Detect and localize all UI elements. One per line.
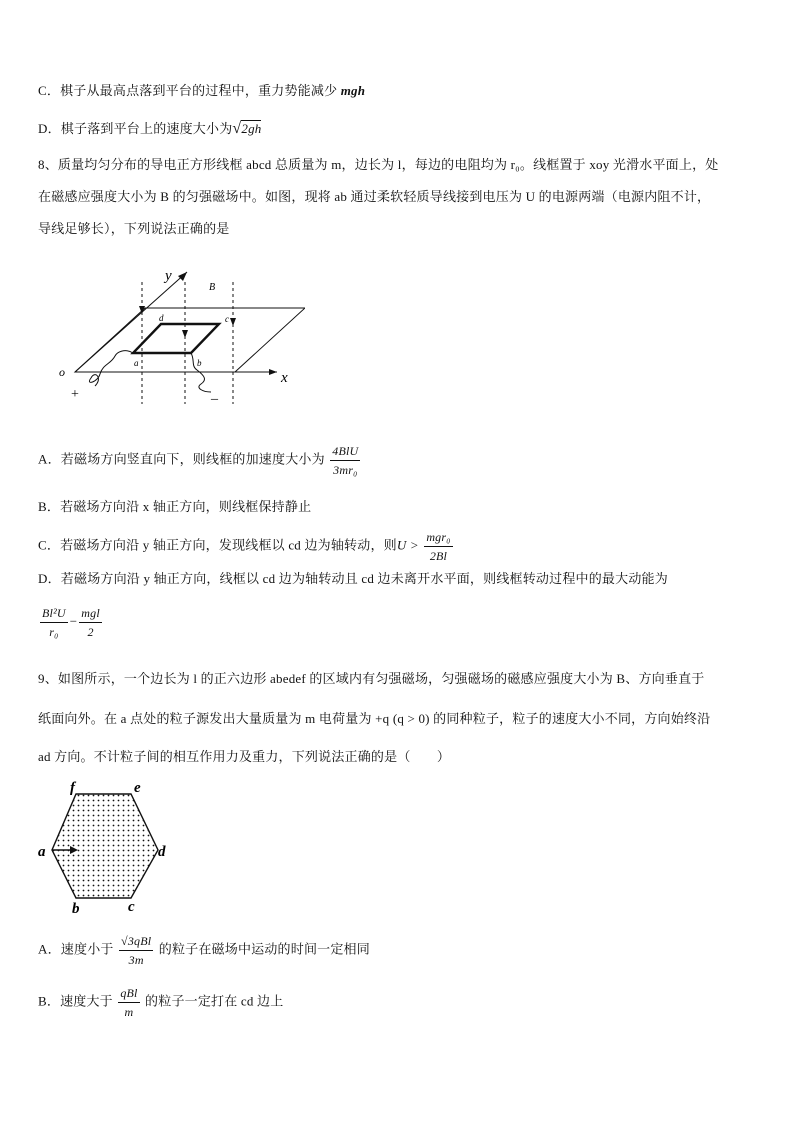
q8-option-c-fraction: $\frac{\text{mgr₀}}{2Bl}$	[426, 530, 451, 563]
q8-label-minus: _	[211, 387, 218, 402]
q8-option-d-fraction2: $\frac{\text{mgl}}{2}$	[81, 606, 100, 639]
q8-label-plus: +	[71, 387, 79, 402]
q8-label-B: B	[209, 282, 216, 293]
q8-stem-line2: 在磁感应强度大小为 B 的匀强磁场中。如图，现将 ab 通过柔软轻质导线接到电压为 U 的电源两端（电源内阻不计，	[38, 189, 711, 204]
q9-label-a: a	[38, 844, 46, 860]
q8-option-a-text: A．若磁场方向竖直向下，则线框的加速度大小为	[38, 451, 325, 467]
q8-label-o: o	[59, 365, 65, 379]
q8-option-b: B．若磁场方向沿 x 轴正方向，则线框保持静止	[38, 499, 312, 514]
q9-label-e: e	[134, 780, 141, 796]
q8-y-arrow	[178, 272, 187, 281]
q8-x-arrow	[269, 369, 277, 375]
q9-label-d: d	[158, 844, 166, 860]
q7-option-c-text: C．棋子从最高点落到平台的过程中，重力势能减少	[38, 83, 341, 98]
q8-option-d-formula	[38, 604, 764, 641]
q9-label-f: f	[70, 780, 75, 796]
q9-option-a-prefix: A．速度小于	[38, 941, 114, 957]
q8-label-y: y	[165, 268, 172, 284]
q7-option-c-var: mgh	[340, 83, 366, 98]
q8-option-c	[38, 528, 764, 565]
q8-label-a: a	[134, 358, 139, 368]
q9-option-b-fraction: $\frac{\text{qBl}}{m}$	[120, 986, 138, 1019]
q8-wire-positive	[89, 351, 133, 386]
q8-label-b: b	[197, 358, 202, 368]
q9-figure	[36, 778, 176, 918]
q9-hexagon	[52, 794, 158, 898]
q8-option-a-fraction: $\frac{\text{4BlU}}{\text{3mr₀}}$	[332, 444, 359, 477]
q9-label-c: c	[128, 899, 135, 915]
q8-stem-line1: 8、质量均匀分布的导电正方形线框 abcd 总质量为 m，边长为 l，每边的电阻均为 r₀。线框置于 xoy 光滑水平面上，处	[38, 157, 719, 172]
q8-option-c-text: C．若磁场方向沿 y 轴正方向，发现线框以 cd 边为轴转动，则	[38, 537, 397, 553]
q8-label-x: x	[281, 370, 288, 386]
q8-option-d-fraction1: $\frac{\text{Bl²U}}{\text{r₀}}$	[42, 606, 66, 639]
q9-option-a-suffix: 的粒子在磁场中运动的时间一定相同	[158, 941, 370, 957]
q8-option-d-minus: −	[69, 613, 78, 629]
q9-option-a-fraction: $\frac{\text{√3qBl}}{3m}$	[121, 934, 152, 967]
q8-option-d: D．若磁场方向沿 y 轴正方向，线框以 cd 边为轴转动且 cd 边未离开水平面，则线框转动过程中的最大动能为	[38, 571, 668, 586]
q9-option-b-prefix: B．速度大于	[38, 993, 113, 1009]
q9-option-b	[38, 984, 764, 1021]
sqrt-sign: √	[232, 120, 242, 137]
q7-option-d-expr: 2gh	[241, 121, 262, 136]
q9-stem-line1: 9、如图所示，一个边长为 l 的正六边形 abedef 的区域内有匀强磁场，匀强磁场的磁感应强度大小为 B、方向垂直于	[38, 671, 705, 686]
q8-stem-line3: 导线足够长），下列说法正确的是	[38, 221, 230, 236]
q9-option-a	[38, 932, 764, 969]
q9-stem-line2: 纸面向外。在 a 点处的粒子源发出大量质量为 m 电荷量为 +q (q > 0) 的同种粒子，粒子的速度大小不同，方向始终沿	[38, 711, 711, 726]
q9-stem-line3: ad 方向。不计粒子间的相互作用力及重力，下列说法正确的是（ ）	[38, 749, 451, 764]
q8-y-axis	[75, 272, 187, 372]
q9-label-b: b	[72, 901, 80, 917]
q8-option-c-rel: U >	[396, 537, 419, 553]
q8-figure	[55, 262, 305, 410]
q8-square-frame	[133, 324, 219, 353]
q8-option-a	[38, 442, 764, 479]
q7-option-c	[38, 74, 764, 108]
q8-label-c: c	[225, 314, 229, 324]
q7-option-d	[38, 112, 764, 146]
q7-option-d-text: D．棋子落到平台上的速度大小为	[38, 121, 233, 136]
q9-option-b-suffix: 的粒子一定打在 cd 边上	[145, 993, 284, 1009]
q8-label-d: d	[159, 313, 164, 323]
